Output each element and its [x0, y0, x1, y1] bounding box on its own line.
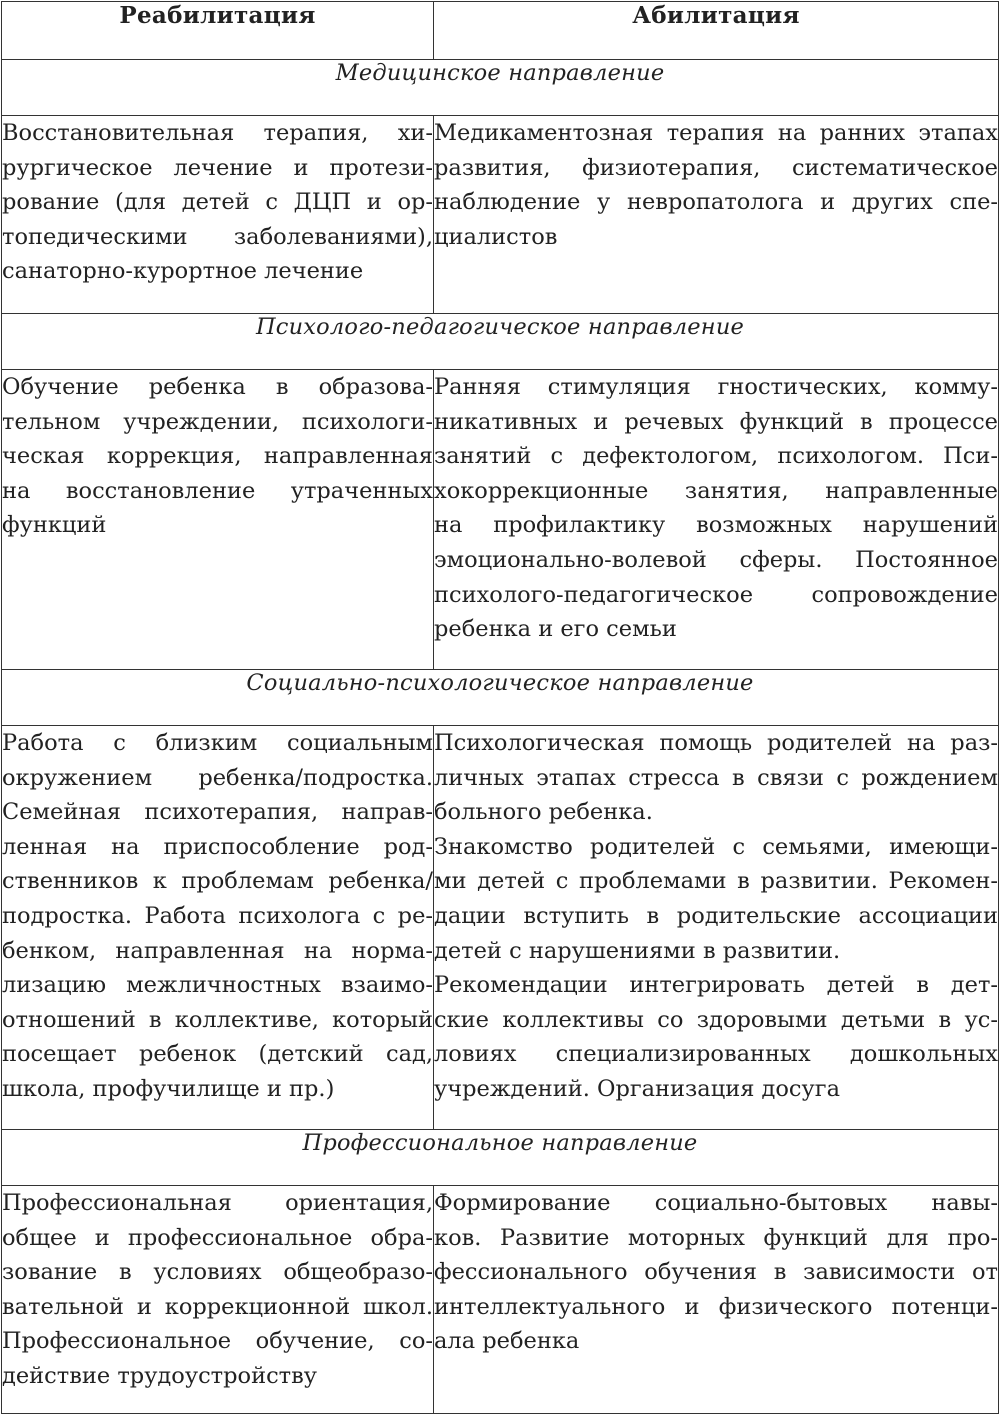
text-line: тельном учреждении, психологи-: [2, 408, 433, 435]
section-row-psych-ped: [2, 314, 999, 370]
text-line: дации вступить в родительские ассоциации: [434, 902, 998, 929]
text-line: Ранняя стимуляция гностических, комму-: [434, 374, 998, 400]
section-row-professional: [2, 1130, 999, 1186]
rehab-cell-medical: [2, 116, 434, 314]
text-line: Психологическая помощь родителей на раз-: [434, 730, 998, 756]
header-rehabilitation: Реабилитация: [2, 2, 434, 60]
text-line: эмоционально-волевой сферы. Постоянное: [434, 546, 998, 573]
text-line: ловиях специализированных дошкольных: [434, 1041, 998, 1068]
text-line: рургическое лечение и протези-: [2, 154, 433, 181]
text-line: Обучение ребенка в образова-: [2, 374, 433, 400]
text-line: Знакомство родителей с семьями, имеющи-: [434, 833, 998, 860]
rehab-cell-social-psych: [2, 726, 434, 1130]
habil-cell-psych-ped: [434, 370, 999, 670]
text-line: циалистов: [434, 223, 558, 250]
text-line: действие трудоустройству: [2, 1362, 318, 1389]
text-line: больного ребенка.: [434, 799, 653, 826]
rehabilitation-table: [1, 1, 999, 1414]
text-line: учреждений. Организация досуга: [434, 1075, 840, 1102]
text-line: ков. Развитие моторных функций для про-: [434, 1224, 998, 1251]
text-line: вательной и коррекционной школ.: [2, 1293, 433, 1320]
text-line: посещает ребенок (детский сад,: [2, 1041, 433, 1068]
section-title-psych-ped: Психолого-педагогическое направление: [2, 314, 999, 370]
text-line: топедическими заболеваниями),: [2, 223, 433, 250]
text-line: Рекомендации интегрировать детей в дет-: [434, 972, 998, 999]
rehab-cell-psych-ped: [2, 370, 434, 670]
text-line: Формирование социально-бытовых навы-: [434, 1190, 998, 1216]
text-line: школа, профучилище и пр.): [2, 1075, 335, 1102]
text-line: ственников к проблемам ребенка/: [2, 868, 433, 895]
text-line: личных этапах стресса в связи с рождением: [434, 764, 998, 791]
text-line: развития, физиотерапия, систематическое: [434, 154, 998, 181]
content-row-professional: [2, 1186, 999, 1414]
text-line: ские коллективы со здоровыми детьми в ус-: [434, 1006, 998, 1033]
habil-cell-professional: [434, 1186, 999, 1414]
text-line: Восстановительная терапия, хи-: [2, 120, 433, 146]
text-line: ала ребенка: [434, 1328, 580, 1355]
text-line: Профессиональная ориентация,: [2, 1190, 433, 1216]
text-line: рование (для детей с ДЦП и ор-: [2, 189, 433, 216]
text-line: ребенка и его семьи: [434, 616, 677, 643]
text-line: Работа с близким социальным: [2, 730, 433, 756]
text-line: Профессиональное обучение, со-: [2, 1328, 433, 1355]
text-line: хокоррекционные занятия, направленные: [434, 477, 998, 504]
rehab-cell-professional: [2, 1186, 434, 1414]
text-line: на восстановление утраченных: [2, 477, 433, 504]
text-line: ческая коррекция, направленная: [2, 443, 433, 470]
section-title-medical: Медицинское направление: [2, 60, 999, 116]
text-line: лизацию межличностных взаимо-: [2, 972, 433, 999]
section-row-social-psych: [2, 670, 999, 726]
text-line: ленная на приспособление род-: [2, 833, 433, 860]
text-line: ми детей с проблемами в развитии. Рекомен-: [434, 868, 998, 895]
text-line: бенком, направленная на норма-: [2, 937, 433, 964]
text-line: интеллектуального и физического потенци-: [434, 1293, 998, 1320]
text-line: занятий с дефектологом, психологом. Пси-: [434, 443, 998, 470]
text-line: функций: [2, 512, 107, 539]
text-line: подростка. Работа психолога с ре-: [2, 902, 433, 929]
section-title-social-psych: Социально-психологическое направление: [2, 670, 999, 726]
text-line: Семейная психотерапия, направ-: [2, 799, 433, 826]
content-row-psych-ped: [2, 370, 999, 670]
text-line: санаторно-курортное лечение: [2, 258, 364, 285]
section-title-professional: Профессиональное направление: [2, 1130, 999, 1186]
section-row-medical: [2, 60, 999, 116]
content-row-medical: [2, 116, 999, 314]
text-line: общее и профессиональное обра-: [2, 1224, 433, 1251]
habil-cell-social-psych: [434, 726, 999, 1130]
text-line: Медикаментозная терапия на ранних этапах: [434, 120, 998, 146]
text-line: никативных и речевых функций в процессе: [434, 408, 998, 435]
text-line: фессионального обучения в зависимости от: [434, 1259, 998, 1286]
text-line: зование в условиях общеобразо-: [2, 1259, 433, 1286]
header-habilitation: Абилитация: [434, 2, 999, 60]
text-line: на профилактику возможных нарушений: [434, 512, 998, 539]
text-line: детей с нарушениями в развитии.: [434, 937, 841, 964]
header-row: [2, 2, 999, 60]
habil-cell-medical: [434, 116, 999, 314]
text-line: окружением ребенка/подростка.: [2, 764, 433, 791]
content-row-social-psych: [2, 726, 999, 1130]
text-line: психолого-педагогическое сопровождение: [434, 581, 998, 608]
text-line: отношений в коллективе, который: [2, 1006, 433, 1033]
text-line: наблюдение у невропатолога и других спе-: [434, 189, 998, 216]
